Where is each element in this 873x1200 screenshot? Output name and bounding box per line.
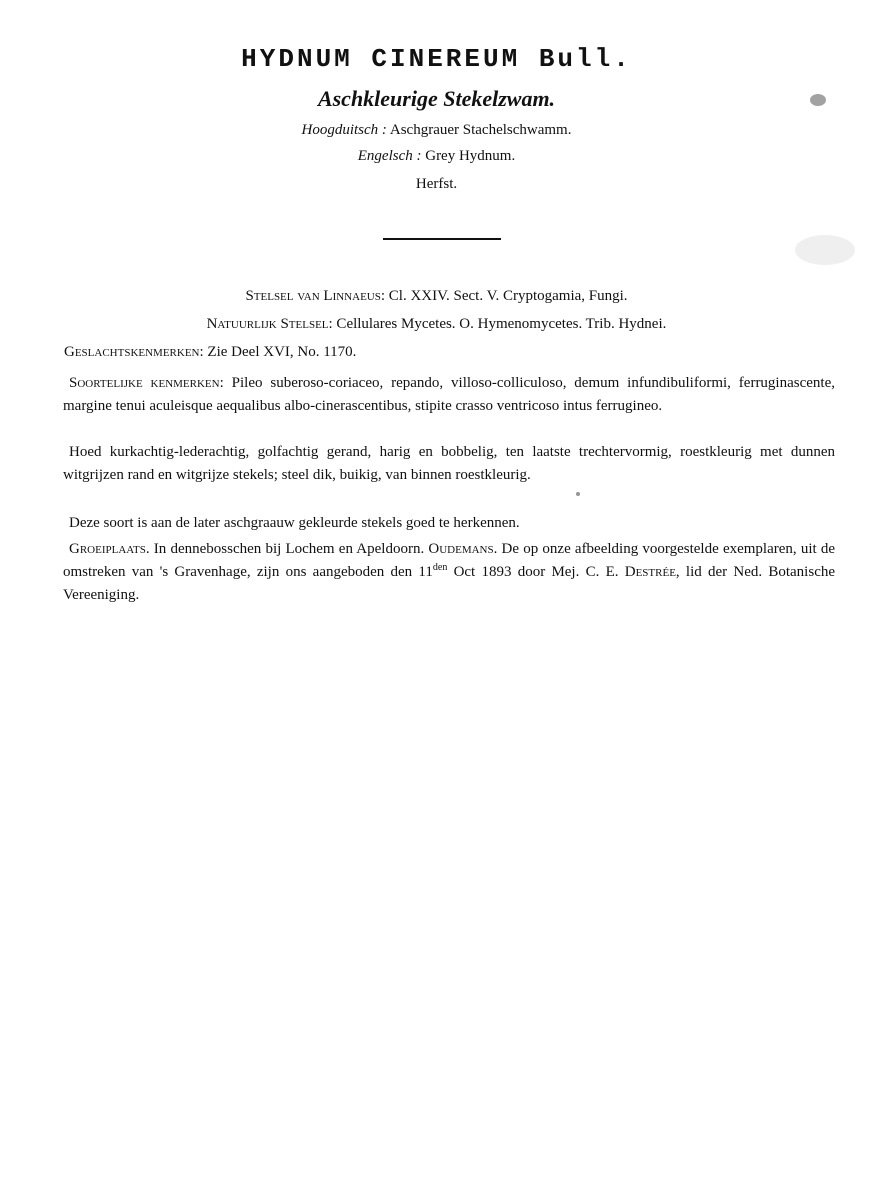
genus-label: Geslachtskenmerken <box>64 344 200 360</box>
ink-smudge <box>810 94 826 106</box>
habitat-person: Destrée <box>624 564 676 580</box>
english-name-line <box>0 148 873 165</box>
linnaeus-value: : Cl. XXIV. Sect. V. Cryptogamia, Fungi. <box>380 288 628 304</box>
linnaeus-label: Stelsel van Linnaeus <box>245 288 381 304</box>
genus-line <box>64 344 664 361</box>
english-label: Engelsch : <box>357 148 422 164</box>
dutch-name: Aschkleurige Stekelzwam. <box>317 86 556 111</box>
species-title: HYDNUM CINEREUM Bull. <box>241 44 632 74</box>
natural-system-line <box>0 316 873 333</box>
natural-system-label: Natuurlijk Stelsel <box>206 316 329 332</box>
genus-value: : Zie Deel XVI, No. 1170. <box>199 344 357 360</box>
ink-smudge <box>576 492 580 496</box>
natural-system-value: : Cellulares Mycetes. O. Hymenomycetes. Trib. Hydnei. <box>328 316 667 332</box>
species-label: Soortelijke kenmerken <box>69 375 220 391</box>
ink-smudge <box>795 235 855 265</box>
german-name-line <box>0 122 873 139</box>
habitat-sup: den <box>432 562 448 573</box>
habitat-text-3: Oct 1893 door Mej. C. E. <box>447 564 625 580</box>
habitat-label: Groeiplaats. <box>69 541 150 557</box>
habitat-text-1: In dennebosschen bij Lochem en Apeldoorn. <box>149 541 429 557</box>
habitat-author: Oudemans. <box>428 541 498 557</box>
season: Herfst. <box>415 176 458 192</box>
dutch-description: Hoed kurkachtig-lederachtig, golfachtig gerand, harig en bobbelig, ten laatste trechtervormig, roestkleurig met dunnen witgrijzen rand en witgrijze stekels; steel dik, buikig, van binnen roestkleurig. <box>63 444 835 483</box>
linnaeus-line <box>0 288 873 305</box>
species-text: : Pileo suberoso-coriaceo, repando, villoso-colliculoso, demum infundibuliformi, ferruginascente, margine tenui aculeisque aequalibus albo-cinerascentibus, stipite crasso ventricoso intus ferrugineo. <box>63 375 835 414</box>
divider-rule <box>383 238 501 240</box>
habitat-text-4: , lid der Ned. Botanische Vereeniging. <box>63 564 836 603</box>
recognition-note: Deze soort is aan de later aschgraauw gekleurde stekels goed te herkennen. <box>69 515 520 531</box>
german-name: Aschgrauer Stachelschwamm. <box>389 122 572 138</box>
english-name: Grey Hydnum. <box>425 148 516 164</box>
habitat-text-2: De op onze afbeelding voorgestelde exemplaren, uit de omstreken van 's Gravenhage, zijn ons aangeboden den 11 <box>63 541 836 580</box>
species-characters <box>63 372 835 418</box>
habitat-paragraph <box>63 538 835 607</box>
german-label: Hoogduitsch : <box>301 122 387 138</box>
